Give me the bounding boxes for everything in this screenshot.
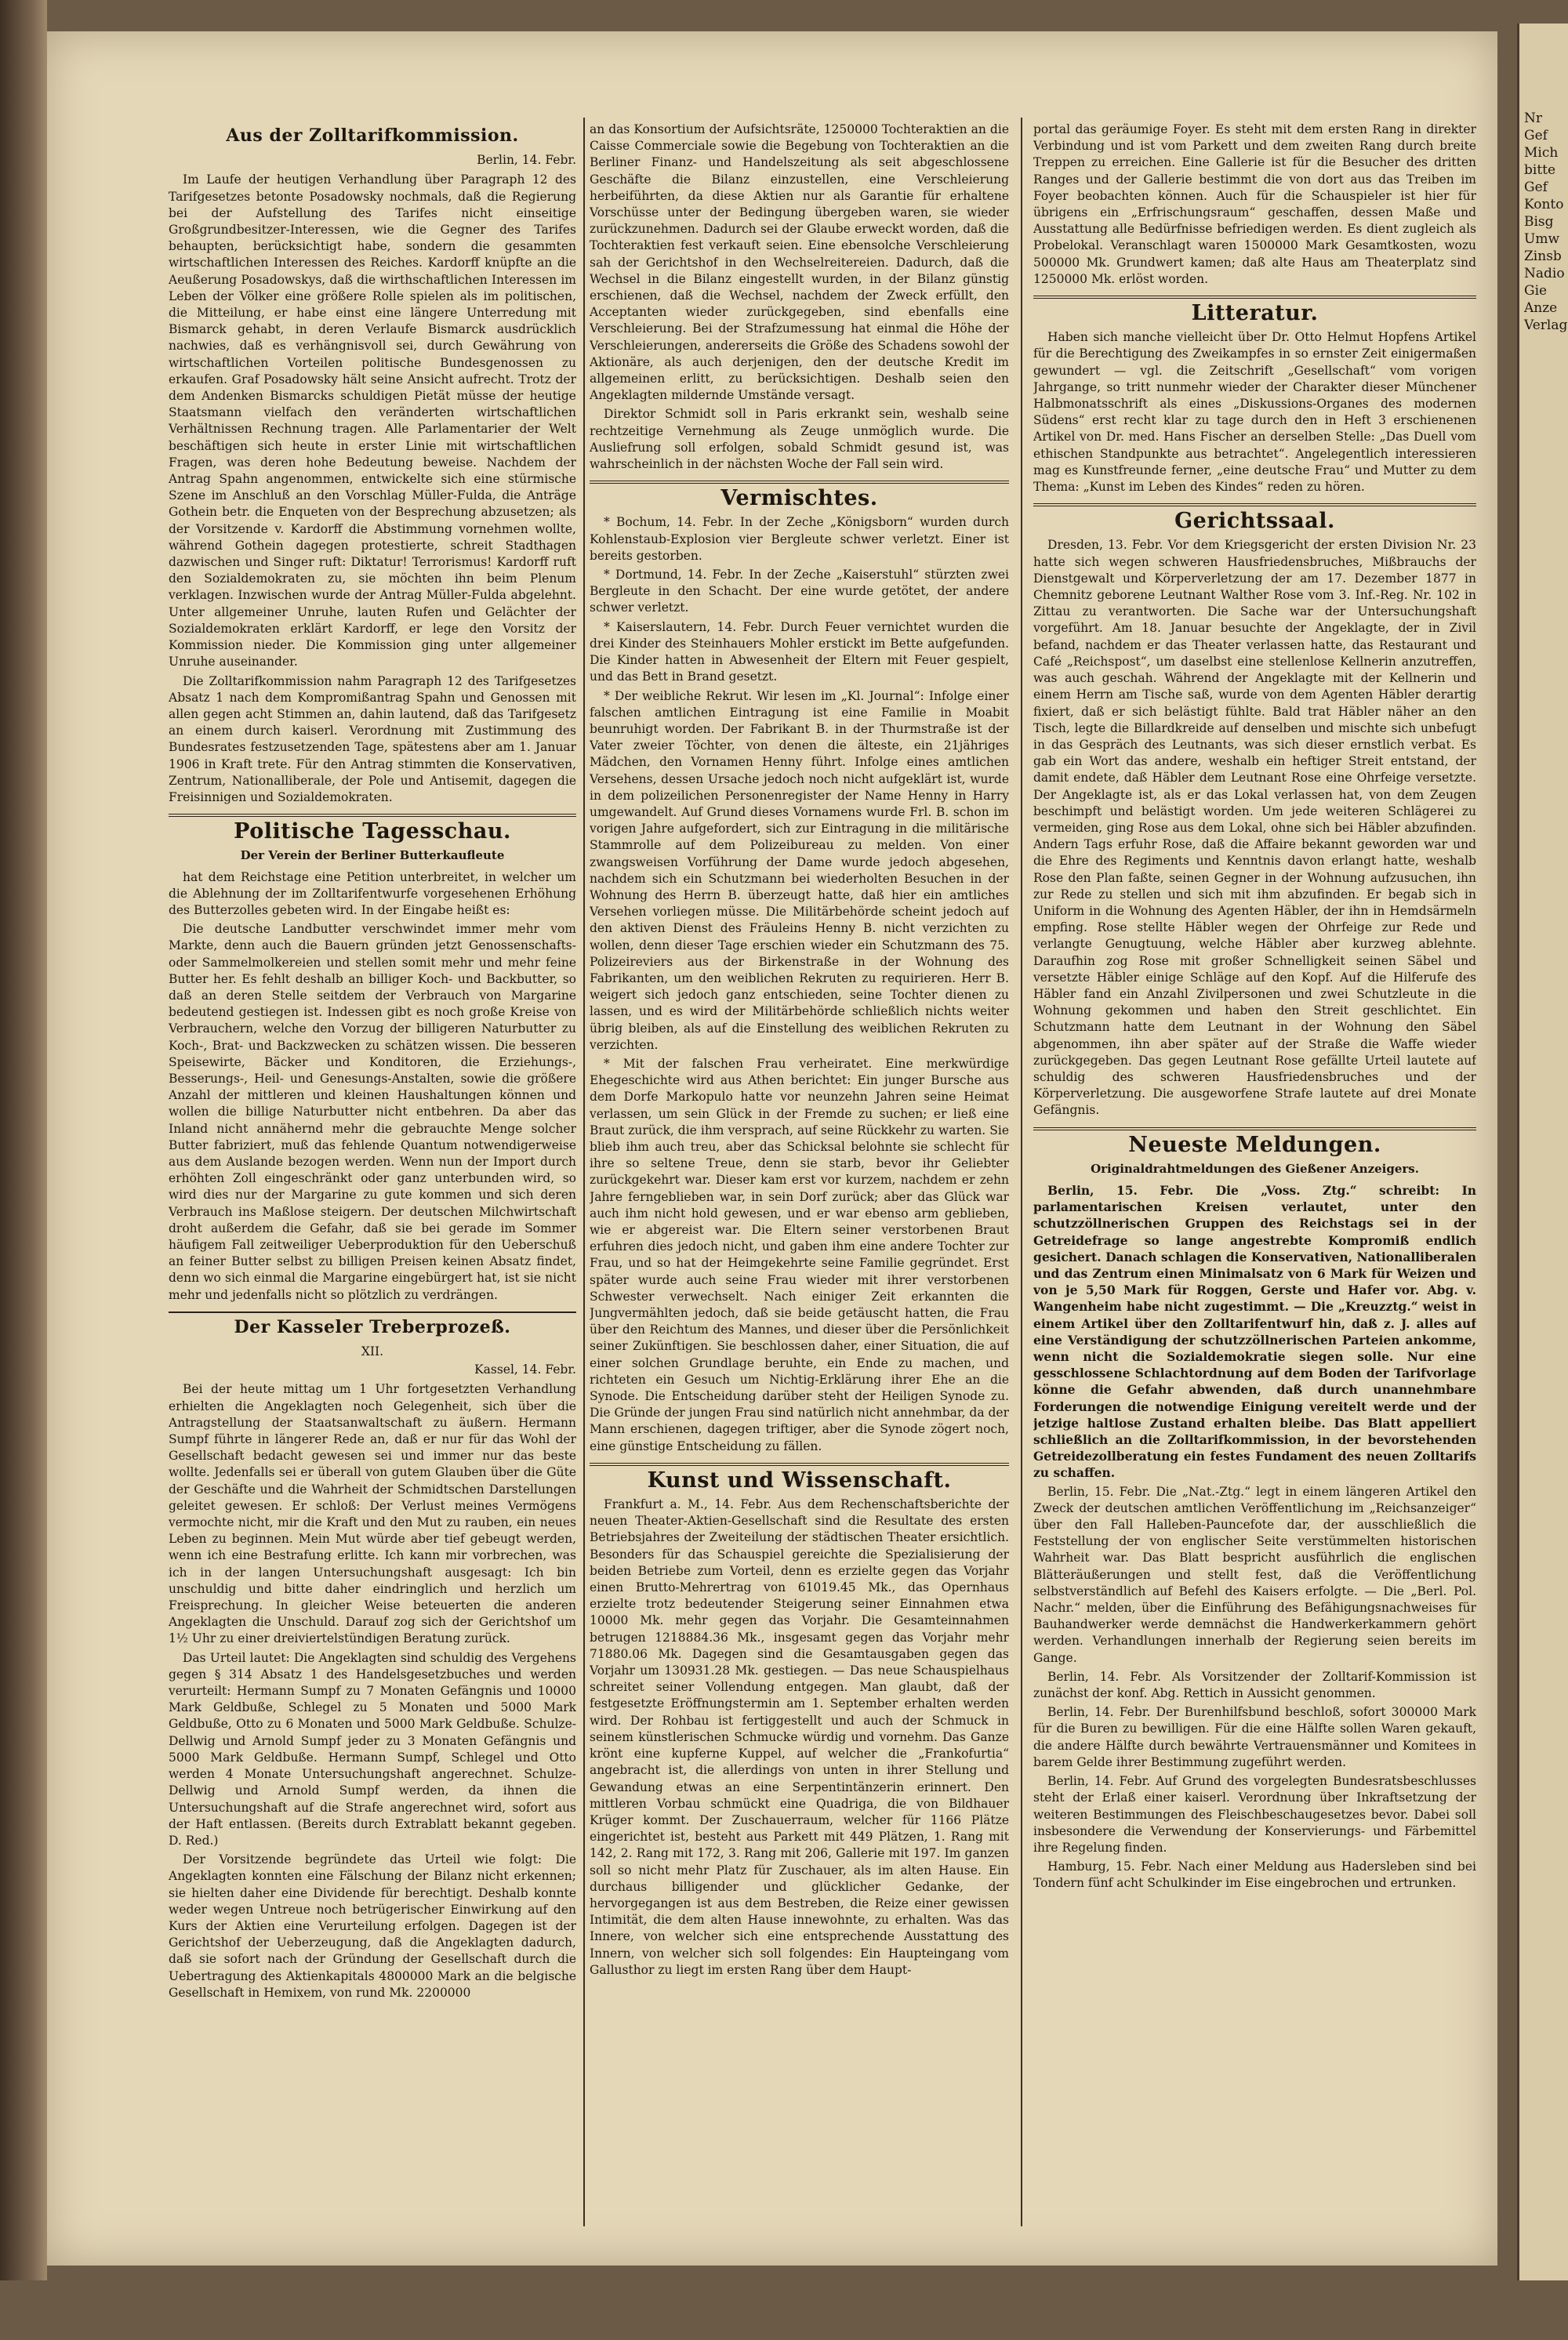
fragment-text: Gef (1524, 180, 1548, 195)
article-paragraph: Frankfurt a. M., 14. Febr. Aus dem Rechenschaftsberichte der neuen Theater-Aktien-Gesellschaft sind die Resultate des ersten Betriebsjahres der Zweiteilung der städtischen Theater ersichtlich. Besonders für das Schauspiel gereichte die Spezialisierung der beiden Betriebe zum Vorteil, denn es erzielte gegen das Vorjahr einen Brutto-Mehrertrag von 61019.45 Mk., das Opernhaus erzielte trotz bedeutender Steigerung seiner Einnahmen etwa 10000 Mk. mehr gegen das Vorjahr. Die Gesamteinnahmen betrugen 1218884.36 Mk., insgesamt gegen das Vorjahr mehr 71880.06 Mk. Dagegen sind die Gesamtausgaben gegen das Vorjahr um 130931.28 Mk. gestiegen. — Das neue Schauspielhaus schreitet seiner Vollendung entgegen. Man glaubt, daß der festgesetzte Eröffnungstermin am 1. September erhalten werden wird. Der Rohbau ist fertiggestellt und auch der Schmuck in seinem künstlerischen Schmucke würdig und vornehm. Das Ganze krönt eine kupferne Kuppel, auf welcher die „Frankofurtia“ angebracht ist, die allerdings von unten in ihrer Stellung und Gewandung etwas an eine Serpentintänzerin erinnert. Den mittleren Vorbau schmückt eine Quadriga, die von Bildhauer Krüger kommt. Der Zuschauerraum, welcher für 1166 Plätze eingerichtet ist, besteht aus Parkett mit 449 Plätzen, 1. Rang mit 142, 2. Rang mit 172, 3. Rang mit 206, Gallerie mit 197. Im ganzen soll so nicht mehr Platz für Zuschauer, als im alten Hause. Ein durchaus billigender und glücklicher Gedanke, der hervorgegangen ist aus dem Bestreben, die Reize einer gewissen Intimität, die dem alten Hause innewohnte, zu erhalten. Was das Innere, von welcher sich eine entsprechende Ausstattung des Innern, von welcher sich soll folgendes: Ein Haupteingang vom Gallusthor zu liegt im ersten Rang über dem Haupt- (590, 1497, 1009, 1977)
fragment-text: Verlag (1524, 317, 1568, 333)
section-divider (169, 1311, 576, 1313)
article-subtitle: Der Verein der Berliner Butterkaufleute (240, 848, 505, 863)
article-paragraph: Bei der heute mittag um 1 Uhr fortgesetzten Verhandlung erhielten die Angeklagten noch Gelegenheit, sich über die Antragstellung der Staatsanwaltschaft zu äußern. Hermann Sumpf führte in längerer Rede an, daß er nur für das Wohl der Gesellschaft bedacht gewesen sei und immer nur das beste wollte. Jedenfalls sei er überall von gutem Glauben über die Güte der Geschäfte und die Wahrheit der Schmidtschen Darstellungen geleitet gewesen. Er schloß: Der Verlust meines Vermögens vermochte nicht, mir die Kraft und den Mut zu rauben, ein neues Leben zu beginnen. Mein Mut würde aber tief gebeugt werden, wenn ich eine Bestrafung erlitte. Ich kann mir vorbrechen, was ich in der langen Untersuchungshaft ausgesagt: Ich bin unschuldig und bitte daher eindringlich und herzlich um Freisprechung. In gleicher Weise beteuerten die anderen Angeklagten die Unschuld. Darauf zog sich der Gerichtshof um 1½ Uhr zu einer dreiviertelstündigen Beratung zurück. (169, 1382, 576, 1646)
article-paragraph: portal das geräumige Foyer. Es steht mit dem ersten Rang in direkter Verbindung und ist vom Parkett und dem zweiten Rang durch breite Treppen zu erreichen. Eine Gallerie ist für die Besucher des dritten Ranges und der Gallerie bestimmt die von dort aus das Treiben im Foyer beobachten können. Auch für die Schauspieler ist hier für übrigens ein „Erfrischungsraum“ geschaffen, dessen Maße und Ausstattung alle Bedürfnisse befriedigen werden. Es dient zugleich als Probelokal. Veranschlagt waren 1500000 Mark Gesamtkosten, wozu 500000 Mk. Grundwert kamen; daß alte Haus am Theaterplatz sind 1250000 Mk. erlöst worden. (1033, 122, 1476, 286)
section-divider (1033, 503, 1476, 506)
article-paragraph: Der Vorsitzende begründete das Urteil wie folgt: Die Angeklagten konnten eine Fälschung der Bilanz nicht erkennen; sie hielten daher eine Dividende für berechtigt. Deshalb konnte weder wegen Untreue noch betrügerischer Einwirkung auf den Kurs der Aktien eine Verurteilung erfolgen. Dagegen ist der Gerichtshof der Ueberzeugung, daß die Angeklagten dadurch, daß sie sofort nach der Gründung der Gesellschaft durch die Uebertragung des Aktienkapitals 4800000 Mark an die belgische Gesellschaft in Hemixem, von rund Mk. 2200000 (169, 1852, 576, 2000)
article-paragraph: Das Urteil lautet: Die Angeklagten sind schuldig des Vergehens gegen § 314 Absatz 1 des Handelsgesetzbuches und werden verurteilt: Hermann Sumpf zu 7 Monaten Gefängnis und 10000 Mark Geldbuße, Schlegel zu 5 Monaten und 5000 Mark Geldbuße, Otto zu 6 Monaten und 5000 Mark Geldbuße. Schulze-Dellwig und Arnold Sumpf jeder zu 3 Monaten Gefängnis und 5000 Mark Geldbuße. Hermann Sumpf, Schlegel und Otto werden 4 Monate Untersuchungshaft angerechnet. Schulze-Dellwig und Arnold Sumpf werden, da ihnen die Untersuchungshaft auf die Strafe angerechnet wird, sofort aus der Haft entlassen. (Bereits durch Extrablatt bekannt gegeben. D. Red.) (169, 1650, 576, 1848)
column-2 (590, 122, 1009, 2340)
section-title-politik: Politische Tagesschau. (234, 819, 511, 844)
column-1 (169, 122, 576, 2340)
dateline: Kassel, 14. Febr. (474, 1362, 576, 1377)
article-paragraph: Direktor Schmidt soll in Paris erkrankt sein, weshalb seine rechtzeitige Vernehmung als Zeuge unmöglich wurde. Die Ausliefrung soll erfolgen, sobald Schmidt gesund ist, was wahrscheinlich in der nächsten Woche der Fall sein wird. (590, 407, 1009, 472)
article-paragraph: Berlin, 14. Febr. Der Burenhilfsbund beschloß, sofort 300000 Mark für die Buren zu bewilligen. Für die eine Hälfte sollen Waren gekauft, die andere Hälfte durch bewährte Vertrauensmänner und Komitees in barem Gelde ihrer Bestimmung zugeführt werden. (1033, 1705, 1476, 1769)
fragment-text: Mich (1524, 145, 1559, 161)
section-title-vermischtes: Vermischtes. (720, 486, 878, 511)
article-paragraph: Berlin, 14. Febr. Als Vorsitzender der Zolltarif-Kommission ist zunächst der konf. Abg. Rettich in Aussicht genommen. (1033, 1669, 1476, 1701)
section-divider (169, 814, 576, 817)
article-paragraph: * Kaiserslautern, 14. Febr. Durch Feuer vernichtet wurden die drei Kinder des Steinhauers Mohler erstickt im Bette aufgefunden. Die Kinder hatten in Abwesenheit der Eltern mit Feuer gespielt, und das Bett in Brand gesetzt. (590, 619, 1009, 684)
section-title-litteratur: Litteratur. (1191, 301, 1319, 326)
fragment-text: Umw (1524, 231, 1559, 247)
installment-number: XII. (361, 1344, 384, 1359)
fragment-text: Bisg (1524, 214, 1554, 230)
article-paragraph: Dresden, 13. Febr. Vor dem Kriegsgericht der ersten Division Nr. 23 hatte sich wegen schweren Hausfriedensbruches, Mißbrauchs der Dienstgewalt und Körperverletzung der am 17. Dezember 1877 in Chemnitz geborene Leutnant Walther Rose vom 3. Inf.-Reg. Nr. 102 in Zittau zu verantworten. Die Sache war der Untersuchungshaft vorgeführt. Am 18. Januar besuchte der Angeklagte, der in Zivil befand, nachdem er das Theater verlassen hatte, das Restaurant und Café „Reichspost“, um daselbst eine stellenlose Kellnerin anzutreffen, was auch geschah. Während der Angeklagte mit der Kellnerin und einem Herrn am Tische saß, wurde von dem Agenten Häbler derartig fixiert, daß er sich belästigt fühlte. Bald trat Häbler näher an den Tisch, legte die Billardkreide auf denselben und mischte sich unbefugt in das Gespräch des Leutnants, was sich dieser ernstlich verbat. Es gab ein Wort das andere, weshalb ein heftiger Streit entstand, der damit endete, daß Häbler dem Leutnant Rose eine Ohrfeige versetzte. Der Angeklagte ist, als er das Lokal verlassen hat, von dem Zeugen beschimpft und belästigt worden. Um jede weiteren Schlägerei zu vermeiden, ging Rose aus dem Lokal, ohne sich bei Häbler abzufinden. Andern Tags erfuhr Rose, daß die Affaire bekannt geworden war und die Ehre des Regiments und Kenntnis davon erlangt hatte, weshalb Rose den Plan faßte, seinen Gegner in der Wohnung aufzusuchen, ihn zur Rede zu stellen und sich mit ihm abzufinden. Er begab sich in Uniform in die Wohnung des Agenten Häbler, der ihn in Hemdsärmeln empfing. Rose stellte Häbler wegen der Ohrfeige zur Rede und verlangte Genugtuung, welche Häbler aber kurzweg ablehnte. Daraufhin zog Rose mit großer Schnelligkeit seinen Säbel und versetzte Häbler einige Schläge auf den Kopf. Auf die Hilferufe des Häbler fand ein Anzahl Zivilpersonen und zwei Schutzleute in die Wohnung gekommen und haben den Streit geschlichtet. Ein Schutzmann hatte dem Leutnant in der Wohnung den Säbel abgenommen, ihn aber später auf der Straße die Waffe wieder zurückgegeben. Das gegen Leutnant Rose gefällte Urteil lautete auf schuldig des schweren Hausfriedensbruches und der Körperverletzung. Die ausgeworfene Strafe lautete auf drei Monate Gefängnis. (1033, 538, 1476, 1118)
fragment-text: bitte (1524, 162, 1556, 178)
article-paragraph: an das Konsortium der Aufsichtsräte, 1250000 Tochteraktien an die Caisse Commerciale sowie die Begebung von Tochteraktien an die Berliner Finanz- und Handelszeitung als seit abgeschlossene Geschäfte die Bilanz einzustellen, eine Verschleierung herbeiführten, da diese Aktien nur als Garantie für erhaltene Vorschüsse unter der Bedingung übergeben waren, sie wieder zurückzunehmen. Dadurch sei der Glaube erweckt worden, daß die Tochteraktien fest verkauft seien. Eine ebensolche Verschleierung sah der Gerichtshof in den Wechselreitereien. Dadurch, daß die Wechsel in die Bilanz eingestellt wurden, in der Bilanz günstig erschienen, daß die Wechsel, nachdem der Zweck erfüllt, den Acceptanten wieder zurückgegeben, sind ebenfalls eine Verschleierung. Bei der Strafzumessung hat einmal die Höhe der Verschleierungen, andererseits die Größe des Schadens sowohl der Aktionäre, als auch derjenigen, den der deutsche Kredit im allgemeinen erlitt, zu berücksichtigen. Deshalb seien den Angeklagten mildernde Umstände versagt. (590, 122, 1009, 403)
fragment-text: Gef (1524, 128, 1548, 143)
adjacent-page-edge (1517, 24, 1568, 2280)
book-binding (0, 0, 47, 2280)
article-paragraph: Hamburg, 15. Febr. Nach einer Meldung aus Hadersleben sind bei Tondern fünf acht Schulkinder im Eise eingebrochen und ertrunken. (1033, 1859, 1476, 1891)
section-title-zolltarif: Aus der Zolltarifkommission. (226, 125, 519, 146)
section-divider (1033, 1127, 1476, 1130)
fragment-text: Nr (1524, 111, 1543, 126)
article-paragraph: * Bochum, 14. Febr. In der Zeche „Königsborn“ wurden durch Kohlenstaub-Explosion vier Bergleute schwer verletzt. Einer ist bereits gestorben. (590, 515, 1009, 563)
article-paragraph: Berlin, 14. Febr. Auf Grund des vorgelegten Bundesratsbeschlusses steht der Erlaß einer kaiserl. Verordnung über Inkraftsetzung der weiteren Bestimmungen des Fleischbeschaugesetzes bevor. Dabei soll insbesondere die Verwendung der Konservierungs- und Färbemittel ihre Regelung finden. (1033, 1774, 1476, 1855)
article-paragraph: * Der weibliche Rekrut. Wir lesen im „Kl. Journal“: Infolge einer falschen amtlichen Eintragung ist eine Familie in Moabit beunruhigt worden. Der Fabrikant B. in der Thurmstraße ist der Vater zweier Töchter, von denen die älteste, ein 21jähriges Mädchen, den Vornamen Henny führt. Infolge eines amtlichen Versehens, dessen Ursache jedoch noch nicht aufgeklärt ist, wurde in dem polizeilichen Personenregister der Name Henny in Harry umgewandelt. Auf Grund dieses Vornamens wurde Frl. B. schon im vorigen Jahre aufgefordert, sich zur Eintragung in die militärische Stammrolle auf dem Polizeibureau zu melden. Von einer zwangsweisen Vorführung der Dame wurde jedoch abgesehen, nachdem sich ein Schutzmann bei wiederholten Besuchen in der Wohnung des Herrn B. überzeugt hatte, daß hier ein amtliches Versehen vorliegen müsse. Die Militärbehörde scheint jedoch auf den aktiven Dienst des Fräuleins Henny B. nicht verzichten zu wollen, denn dieser Tage erschien wieder ein Schutzmann des 75. Polizeireviers aus der Birkenstraße in der Wohnung des Fabrikanten, um den weiblichen Rekruten zu requirieren. Herr B. weigert sich jedoch ganz entschieden, seine Tochter dienen zu lassen, und es wird der Militärbehörde schließlich nichts weiter übrig bleiben, als auf die Einstellung des weiblichen Rekruten zu verzichten. (590, 688, 1009, 1052)
section-divider (590, 481, 1009, 484)
article-paragraph: Die deutsche Landbutter verschwindet immer mehr vom Markte, denn auch die Bauern gründen jetzt Genossenschafts- oder Sammelmolkereien und stellen somit mehr und mehr feine Butter her. Es fehlt deshalb an billiger Koch- und Backbutter, so daß an deren Stelle seitdem der Verbrauch von Margarine bedeutend gestiegen ist. Indessen gibt es noch große Kreise von Verbrauchern, welche den Vorzug der billigeren Naturbutter zu Koch-, Brat- und Backzwecken zu schätzen wissen. Die besseren Speisewirte, Bäcker und Konditoren, die Erziehungs-, Besserungs-, Heil- und Genesungs-Anstalten, sowie die größere Anzahl der mittleren und kleinen Haushaltungen können und wollen die billige Naturbutter nicht entbehren. Da aber das Inland nicht annähernd mehr die gebrauchte Menge solcher Butter fabriziert, muß das fehlende Quantum notwendigerweise aus dem Auslande bezogen werden. Wenn nun der Import durch erhöhten Zoll eingeschränkt oder ganz unterbunden wird, so wird dies nur der Margarine zu gute kommen und sich deren Verbrauch ins Maßlose steigern. Der deutschen Milchwirtschaft droht außerdem die Gefahr, daß sie bei gerade im Sommer häufigem Fall zeitweiliger Ueberproduktion für den Ueberschuß an feiner Butter selbst zu billigen Preisen keinen Absatz findet, denn wo sich einmal die Margarine eingebürgert hat, ist sie nicht mehr und jedenfalls nicht so plötzlich zu verdrängen. (169, 922, 576, 1302)
article-paragraph: Berlin, 15. Febr. Die „Nat.-Ztg.“ legt in einem längeren Artikel den Zweck der deutschen amtlichen Veröffentlichung im „Reichsanzeiger“ über den Fall Halleben-Pauncefote dar, der ausschließlich die Feststellung der von englischer Seite verstümmelten historischen Wahrheit war. Das Blatt bespricht ausführlich die englischen Blätteräußerungen und stellt fest, daß die Veröffentlichung selbstverständlich auf Befehl des Kaisers erfolgte. — Die „Berl. Pol. Nachr.“ melden, über die Einführung des Befähigungsnachweises für Bauhandwerker werde demnächst die Handwerkerkammern gehört werden. Verhandlungen innerhalb der Regierung seien bereits im Gange. (1033, 1484, 1476, 1665)
section-divider (1033, 296, 1476, 299)
fragment-text: Nadio (1524, 266, 1565, 281)
fragment-text: Gie (1524, 283, 1548, 299)
article-subtitle: Originaldrahtmeldungen des Gießener Anzeigers. (1091, 1161, 1419, 1176)
column-rule (1021, 118, 1022, 2226)
fragment-text: Anze (1524, 300, 1558, 316)
fragment-text: Zinsb (1524, 249, 1562, 264)
article-paragraph: * Dortmund, 14. Febr. In der Zeche „Kaiserstuhl“ stürzten zwei Bergleute in den Schacht. Der eine wurde getötet, der andere schwer verletzt. (590, 568, 1009, 615)
article-paragraph: hat dem Reichstage eine Petition unterbreitet, in welcher um die Ablehnung der im Zolltarifentwurfe vorgesehenen Erhöhung des Butterzolles gebeten wird. In der Eingabe heißt es: (169, 869, 576, 917)
article-paragraph: Im Laufe der heutigen Verhandlung über Paragraph 12 des Tarifgesetzes betonte Posadowsky nochmals, daß die Regierung bei der Aufstellung des Tarifes nicht einseitige Großgrundbesitzer-Interessen, wie die Gegner des Tarifes behaupten, berücksichtigt habe, sondern die gesammten wirtschaftlichen Interessen des Reiches. Kardorff knüpfte an die Aeußerung Posadowskys, daß die wirthschaftlichen Interessen im Leben der Völker eine größere Rolle spielen als im politischen, die Mitteilung, er habe einst eine längere Unterredung mit Bismarck gehabt, in deren Verlaufe Bismarck ausdrücklich nachwies, daß es verhängnisvoll sei, durch Gewährung von wirtschaftlichen Vorteilen politische Bundesgenossen zu erkaufen. Graf Posadowsky hält seine Ansicht aufrecht. Trotz der dem Andenken Bismarcks schuldigen Pietät müsse der heutige Staatsmann vielfach den veränderten wirtschaftlichen Verhältnissen Rechnung tragen. Alle Parlamentarier der Welt beschäftigen sich heute in erster Linie mit wirtschaftlichen Fragen, was deren hohe Bedeutung beweise. Nachdem der Antrag Spahn angenommen, entwickelte sich eine stürmische Szene im Anschluß an den Vorschlag Müller-Fulda, die Anträge Gothein betr. die Enqueten von der Besprechung abzusetzen; als der Vorsitzende v. Kardorff die Abstimmung vornehmen wollte, während Gothein dagegen protestierte, schreit Stadthagen dazwischen und Singer ruft: Diktatur! Terrorismus! Kardorff ruft den Sozialdemokraten zu, sie möchten ihn beim Plenum verklagen. Inzwischen wurde der Antrag Müller-Fulda abgelehnt. Unter allgemeiner Unruhe, lauten Rufen und Gelächter der Sozialdemokraten erklärt Kardorff, er lege den Vorsitz der Kommission nieder. Die Kommission ging unter allgemeiner Unruhe auseinander. (169, 172, 576, 669)
section-title-kunst: Kunst und Wissenschaft. (647, 1467, 952, 1493)
section-title-treber: Der Kasseler Treberprozeß. (234, 1316, 511, 1337)
dateline: Berlin, 14. Febr. (477, 153, 576, 168)
article-paragraph: * Mit der falschen Frau verheiratet. Eine merkwürdige Ehegeschichte wird aus Athen berichtet: Ein junger Bursche aus dem Dorfe Markopulo hatte vor neunzehn Jahren seine Heimat verlassen, um sein Glück in der Fremde zu suchen; er ließ eine Braut zurück, die ihm versprach, auf seine Rückkehr zu warten. Sie blieb ihm auch treu, aber das Schicksal belohnte sie schlecht für ihre so seltene Treue, denn sie starb, bevor ihr Geliebter zurückgekehrt war. Dieser kam erst vor kurzem, nachdem er zehn Jahre ferngeblieben war, in sein Dorf zurück; aber das Glück war auch ihm nicht hold gewesen, und er war ebenso arm geblieben, wie er abgereist war. Die Eltern seiner verstorbenen Braut erfuhren dies jedoch nicht, und gaben ihm eine andere Tochter zur Frau, und so hat der Heimgekehrte seine Familie gegründet. Erst später wurde auch seine Frau wieder mit ihrer verstorbenen Schwester verwechselt. Nach einiger Zeit erkannten die Jungvermählten jedoch, daß sie beide getäuscht hatten, die Frau über den Reichtum des Mannes, und dieser über die Persönlichkeit seiner Zukünftigen. Sie beschlossen daher, einer Situation, die auf einer solchen Grundlage beruhte, ein Ende zu machen, und richteten ein Gesuch um Nichtig-Erklärung ihrer Ehe an die Synode. Die Entscheidung darüber steht der Heiligen Synode zu. Die Gründe der jungen Frau sind natürlich nicht annehmbar, da der Mann erschienen, dagegen triftiger, aber die Synode zögert noch, eine günstige Entscheidung zu fällen. (590, 1056, 1009, 1453)
section-divider (590, 1463, 1009, 1466)
article-paragraph: Haben sich manche vielleicht über Dr. Otto Helmut Hopfens Artikel für die Berechtigung des Zweikampfes in so ernster Zeit einigermaßen gewundert — vgl. die Zeitschrift „Gesellschaft“ vom vorigen Jahrgange, so tritt nunmehr wieder der Charakter dieser Münchener Halbmonatsschrift als eines „Diskussions-Organes des modernen Südens“ erst recht klar zu tage durch den in Heft 3 erschienenen Artikel von Dr. med. Hans Fischer an derselben Stelle: „Das Duell vom ethischen Standpunkte aus betrachtet“. Angelegentlich interessieren mag es Kunstfreunde ferner, „eine deutsche Frau“ und Mutter zu dem Thema: „Kunst im Leben des Kindes“ reden zu hören. (1033, 330, 1476, 495)
section-title-gericht: Gerichtssaal. (1174, 509, 1335, 534)
section-title-neueste: Neueste Meldungen. (1128, 1132, 1381, 1157)
column-rule (583, 118, 585, 2226)
article-paragraph: Die Zolltarifkommission nahm Paragraph 12 des Tarifgesetzes Absatz 1 nach dem Kompromißantrag Spahn und Genossen mit allen gegen acht Stimmen an, dahin lautend, daß das Tarifgesetz an einem durch kaiserl. Verordnung mit Zustimmung des Bundesrates festzusetzenden Tage, spätestens aber am 1. Januar 1906 in Kraft trete. Für den Antrag stimmten die Konservativen, Zentrum, Nationalliberale, der Pole und Antisemit, dagegen die Freisinnigen und Sozialdemokraten. (169, 673, 576, 804)
article-paragraph: Berlin, 15. Febr. Die „Voss. Ztg.“ schreibt: In parlamentarischen Kreisen verlautet, unter den schutzzöllnerischen Gruppen des Reichstags sei in der Getreidefrage so lange angestrebte Kompromiß endlich gesichert. Danach schlagen die Konservativen, Nationalliberalen und das Zentrum einen Minimalsatz von 6 Mark für Weizen und von je 5,50 Mark für Roggen, Gerste und Hafer vor. Abg. v. Wangenheim habe nicht zugestimmt. — Die „Kreuzztg.“ weist in einem Artikel über den Zolltarifentwurf hin, daß z. J. alles auf eine Verständigung der schutzzöllnerischen Parteien ankomme, wenn nicht die Sozialdemokratie siegen solle. Nur eine gesschlossene Schlachtordnung auf dem Boden der Tarifvorlage könne die Gefahr abwenden, daß durch unannehmbare Forderungen die notwendige Einigung vereitelt werde und der jetzige haltlose Zustand erhalten bleibe. Das Blatt appelliert schließlich an die Zolltarifkommission, in der bevorstehenden Getreidezollberatung ein festes Fundament des neuen Zolltarifs zu schaffen. (1033, 1182, 1476, 1481)
column-3 (1033, 122, 1476, 2340)
fragment-text: Konto (1524, 197, 1564, 212)
